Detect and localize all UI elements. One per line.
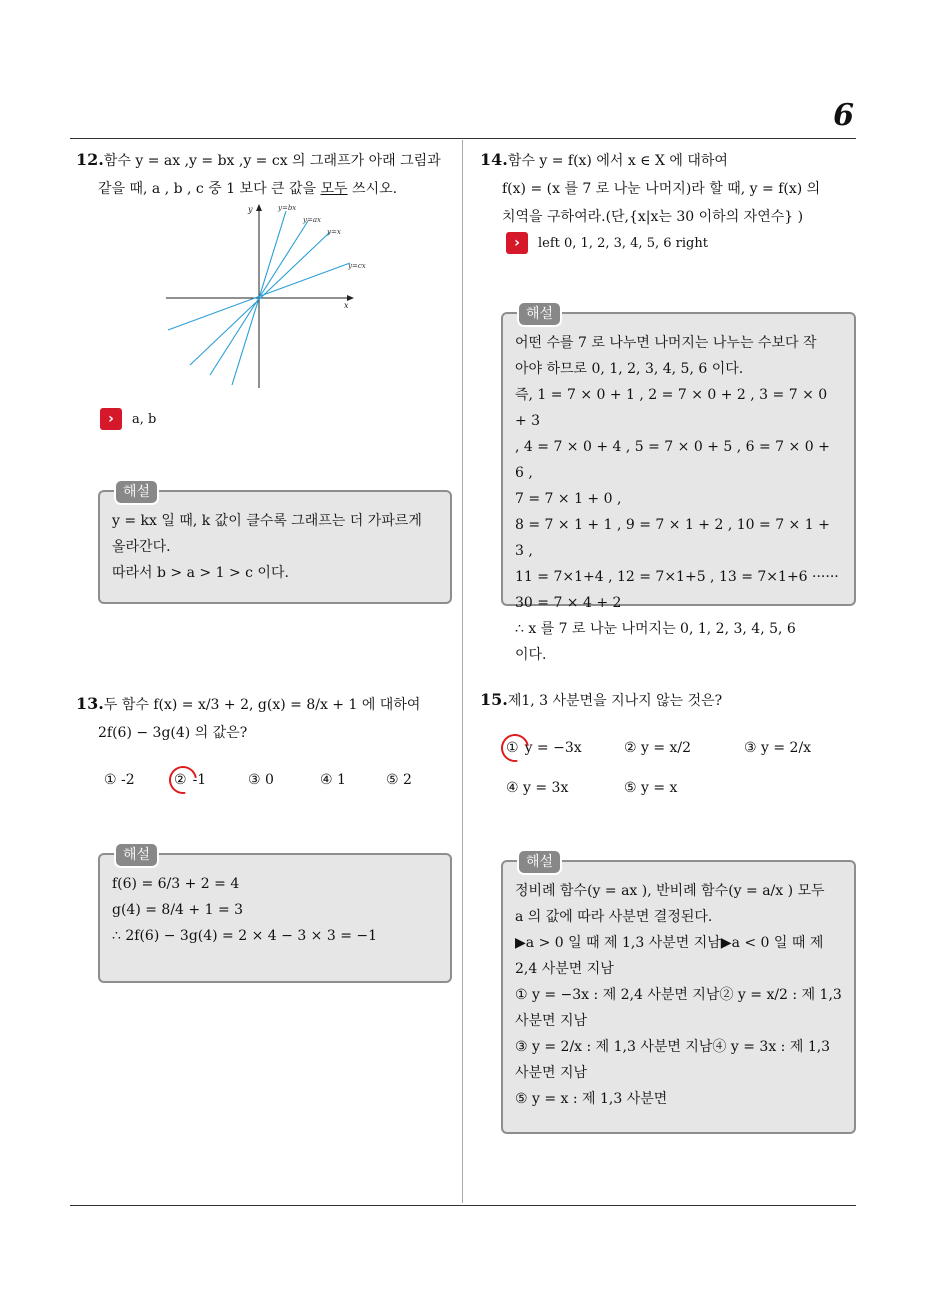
explanation-tag: 해설: [517, 301, 562, 327]
explanation-14: [501, 306, 856, 663]
label-bx: y=bx: [278, 204, 297, 212]
question-text-2a: 같을 때, a , b , c 중 1 보다 큰 값을: [98, 181, 321, 197]
explanation-line: 8 = 7 × 1 + 1 , 9 = 7 × 1 + 2 , 10 = 7 × 1 + 3 ,: [515, 517, 830, 559]
explanation-line: ∴ 2f(6) − 3g(4) = 2 × 4 − 3 × 3 = −1: [112, 928, 378, 944]
explanation-line: f(6) = 6/3 + 2 = 4: [112, 876, 240, 892]
explanation-line: ∴ x 를 7 로 나눈 나머지는 0, 1, 2, 3, 4, 5, 6: [515, 621, 796, 637]
underlined-word: 모두: [320, 181, 348, 197]
explanation-line: 11 = 7×1+4 , 12 = 7×1+5 , 13 = 7×1+6 ······: [515, 569, 839, 585]
explanation-line: ▶a > 0 일 때 제 1,3 사분면 지남▶a < 0 일 때 제: [515, 935, 824, 951]
option-5[interactable]: ⑤ y = x: [624, 780, 678, 796]
explanation-tag: 해설: [114, 842, 159, 868]
answer-12: [100, 408, 156, 430]
question-text: 함수 y = ax ,y = bx ,y = cx 의 그래프가 아래 그림과: [103, 153, 441, 169]
answer-text: a, b: [132, 411, 157, 427]
explanation-tag: 해설: [517, 849, 562, 875]
explanation-15: [501, 854, 856, 1134]
question-text: 두 함수 f(x) = x/3 + 2, g(x) = 8/x + 1 에 대하여: [103, 697, 421, 713]
option-3[interactable]: ③ y = 2/x: [744, 740, 812, 756]
explanation-line: 사분면 지남: [515, 1065, 588, 1081]
options-13: [104, 772, 444, 788]
explanation-line: 즉, 1 = 7 × 0 + 1 , 2 = 7 × 0 + 2 , 3 = 7 × 0 + 3: [515, 387, 828, 429]
options-15-row-1: [506, 740, 846, 756]
answer-text: left 0, 1, 2, 3, 4, 5, 6 right: [538, 235, 708, 251]
bottom-rule: [70, 1205, 856, 1206]
question-number: 13.: [76, 694, 104, 713]
option-3[interactable]: ③ 0: [248, 772, 274, 788]
chevron-right-icon: ›: [506, 232, 528, 254]
option-1-marker: ①: [506, 740, 519, 756]
explanation-line: 이다.: [515, 647, 547, 663]
question-text-2: 2f(6) − 3g(4) 의 값은?: [98, 725, 248, 741]
explanation-line: 사분면 지남: [515, 1013, 588, 1029]
selected-circle-mark: [496, 729, 535, 768]
explanation-line: 올라간다.: [112, 539, 171, 555]
top-rule: [70, 138, 856, 139]
explanation-line: ⑤ y = x : 제 1,3 사분면: [515, 1091, 668, 1107]
option-4[interactable]: ④ 1: [320, 772, 346, 788]
y-axis-label: y: [248, 205, 253, 214]
option-2-value: -1: [192, 772, 207, 788]
question-number: 12.: [76, 150, 104, 169]
explanation-13: [98, 847, 452, 983]
option-2[interactable]: ② y = x/2: [624, 740, 692, 756]
explanation-line: 아야 하므로 0, 1, 2, 3, 4, 5, 6 이다.: [515, 361, 744, 377]
question-text-2b: 쓰시오.: [347, 181, 398, 197]
question-15: [480, 686, 860, 715]
explanation-line: 어떤 수를 7 로 나누면 나머지는 나누는 수보다 작: [515, 335, 817, 351]
question-number: 14.: [480, 150, 508, 169]
explanation-line: 30 = 7 × 4 + 2: [515, 595, 622, 611]
explanation-tag: 해설: [114, 479, 159, 505]
option-5[interactable]: ⑤ 2: [386, 772, 412, 788]
x-axis-label: x: [344, 301, 349, 310]
explanation-12: [98, 484, 452, 604]
question-text: 제1, 3 사분면을 지나지 않는 것은?: [507, 693, 723, 709]
label-x: y=x: [327, 228, 341, 236]
chevron-right-icon: ›: [100, 408, 122, 430]
explanation-line: , 4 = 7 × 0 + 4 , 5 = 7 × 0 + 5 , 6 = 7 × 0 + 6 ,: [515, 439, 830, 481]
option-2[interactable]: [174, 772, 248, 788]
question-number: 15.: [480, 690, 508, 709]
option-1[interactable]: [506, 740, 624, 756]
explanation-line: g(4) = 8/4 + 1 = 3: [112, 902, 244, 918]
option-1[interactable]: ① -2: [104, 772, 135, 788]
explanation-line: ③ y = 2/x : 제 1,3 사분면 지남④ y = 3x : 제 1,3: [515, 1039, 831, 1055]
explanation-line: y = kx 일 때, k 값이 클수록 그래프는 더 가파르게: [112, 513, 422, 529]
option-4[interactable]: ④ y = 3x: [506, 780, 569, 796]
question-text: 함수 y = f(x) 에서 x ∈ X 에 대하여: [507, 153, 728, 169]
question-12: [76, 146, 456, 203]
option-2-marker: ②: [174, 772, 187, 788]
options-15-row-2: [506, 780, 846, 796]
explanation-line: 2,4 사분면 지남: [515, 961, 614, 977]
page-number: 6: [833, 98, 854, 133]
question-text-2: f(x) = (x 를 7 로 나눈 나머지)라 할 때, y = f(x) 의: [502, 181, 821, 197]
label-ax: y=ax: [303, 216, 321, 224]
question-13: [76, 690, 456, 747]
selected-circle-mark: [164, 761, 203, 800]
answer-14: [506, 232, 708, 254]
column-divider: [462, 140, 463, 1203]
option-1-value: y = −3x: [524, 740, 582, 756]
explanation-line: 7 = 7 × 1 + 0 ,: [515, 491, 622, 507]
explanation-line: 따라서 b > a > 1 > c 이다.: [112, 565, 289, 581]
label-cx: y=cx: [348, 262, 366, 270]
explanation-line: ① y = −3x : 제 2,4 사분면 지남② y = x/2 : 제 1,3: [515, 987, 842, 1003]
question-14: [480, 146, 860, 231]
linear-graph-figure: [160, 200, 366, 395]
explanation-line: 정비례 함수(y = ax ), 반비례 함수(y = a/x ) 모두: [515, 883, 825, 899]
question-text-3: 치역을 구하여라.(단,{x|x는 30 이하의 자연수} ): [502, 209, 804, 225]
explanation-line: a 의 값에 따라 사분면 결정된다.: [515, 909, 713, 925]
